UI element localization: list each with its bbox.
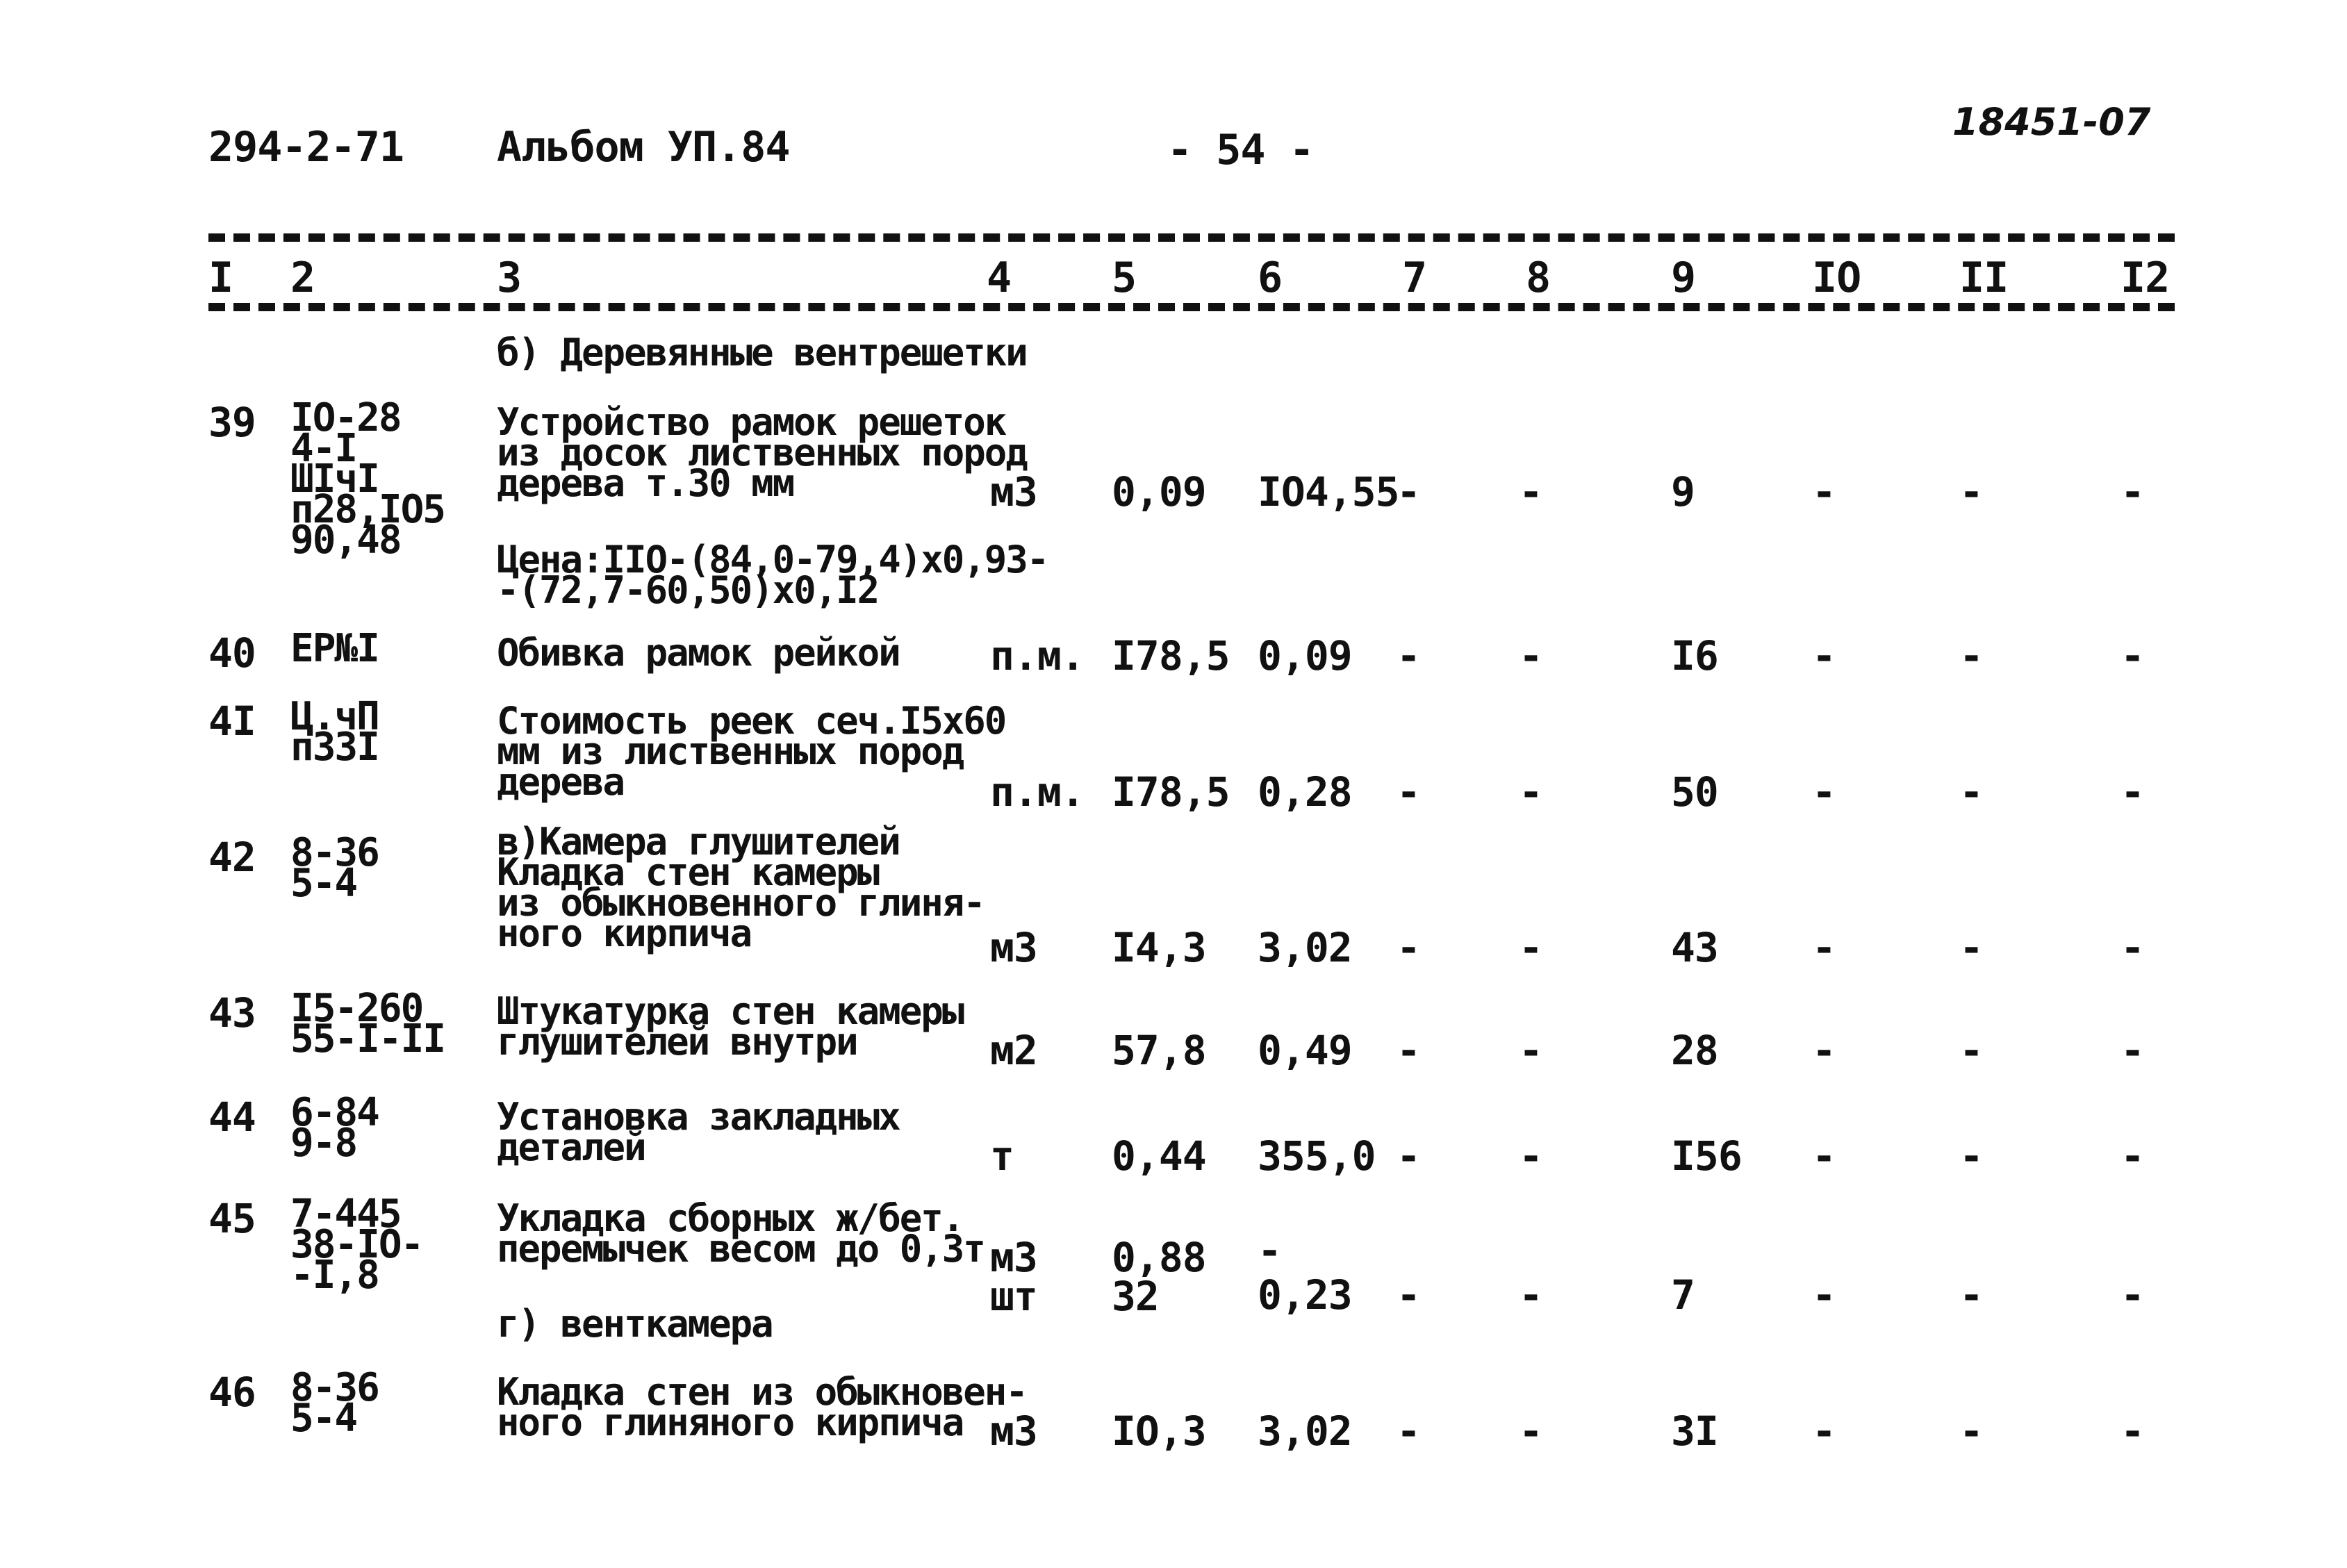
row-45-unit: м3 шт bbox=[990, 1234, 1037, 1320]
row-46-c7: - bbox=[1397, 1408, 1420, 1455]
row-40-c8: - bbox=[1519, 632, 1542, 679]
row-43-c8: - bbox=[1519, 1027, 1542, 1074]
row-46-c12: - bbox=[2120, 1408, 2144, 1455]
row-46-num: 46 bbox=[208, 1369, 256, 1416]
row-41-qty: I78,5 bbox=[1112, 768, 1230, 816]
row-39-c9: 9 bbox=[1671, 468, 1695, 515]
row-43-unit: м2 bbox=[990, 1027, 1037, 1074]
row-40-c10: - bbox=[1812, 632, 1836, 679]
row-40-c6: 0,09 bbox=[1258, 632, 1352, 679]
col-3: 3 bbox=[497, 254, 522, 302]
page-number: - 54 - bbox=[1167, 126, 1314, 174]
row-46-code: 8-36 5-4 bbox=[290, 1365, 379, 1441]
row-42-c10: - bbox=[1812, 924, 1836, 971]
row-43-c12: - bbox=[2120, 1027, 2144, 1074]
row-44-c12: - bbox=[2120, 1132, 2144, 1180]
row-46-c11: - bbox=[1959, 1408, 1983, 1455]
col-7: 7 bbox=[1402, 254, 1427, 302]
row-39-code: IO-28 4-I ШIчI п28,IO5 90,48 bbox=[290, 395, 445, 563]
row-39-num: 39 bbox=[208, 399, 256, 446]
row-39-unit: м3 bbox=[990, 468, 1037, 515]
col-5: 5 bbox=[1112, 254, 1137, 302]
col-12: I2 bbox=[2120, 254, 2170, 302]
row-45-c12: - bbox=[2120, 1271, 2144, 1319]
header-rule-bottom bbox=[208, 303, 2175, 311]
row-46-c6: 3,02 bbox=[1258, 1408, 1352, 1455]
row-41-c6: 0,28 bbox=[1258, 768, 1352, 816]
row-41-c10: - bbox=[1812, 768, 1836, 816]
row-44-code: 6-84 9-8 bbox=[290, 1090, 379, 1166]
row-41-c9: 50 bbox=[1671, 768, 1718, 816]
header-rule-top bbox=[208, 233, 2175, 242]
row-42-code: 8-36 5-4 bbox=[290, 830, 379, 906]
row-42-c12: - bbox=[2120, 924, 2144, 971]
subsection-heading: г) венткамера bbox=[497, 1302, 773, 1346]
row-43-c6: 0,49 bbox=[1258, 1027, 1352, 1074]
row-42-qty: I4,3 bbox=[1112, 924, 1206, 971]
row-40-c7: - bbox=[1397, 632, 1420, 679]
row-39-c7: - bbox=[1397, 468, 1420, 515]
row-43-c9: 28 bbox=[1671, 1027, 1718, 1074]
row-40-desc: Обивка рамок рейкой bbox=[497, 631, 900, 675]
row-44-num: 44 bbox=[208, 1094, 256, 1141]
section-heading: б) Деревянные вентрешетки bbox=[497, 331, 1027, 374]
row-45-code: 7-445 38-IO- -I,8 bbox=[290, 1191, 423, 1298]
row-46-unit: м3 bbox=[990, 1408, 1037, 1455]
row-42-c9: 43 bbox=[1671, 924, 1718, 971]
row-41-c8: - bbox=[1519, 768, 1542, 816]
row-39-c6: IO4,55 bbox=[1258, 468, 1399, 515]
row-42-unit: м3 bbox=[990, 924, 1037, 971]
row-41-c11: - bbox=[1959, 768, 1983, 816]
row-41-num: 4I bbox=[208, 698, 256, 745]
row-42-c11: - bbox=[1959, 924, 1983, 971]
row-41-c12: - bbox=[2120, 768, 2144, 816]
row-42-desc: в)Камера глушителей Кладка стен камеры из обыкновенного глиня- ного кирпича bbox=[497, 820, 985, 955]
row-46-c10: - bbox=[1812, 1408, 1836, 1455]
album-label: Альбом УП.84 bbox=[497, 123, 790, 172]
col-1: I bbox=[208, 254, 233, 302]
col-6: 6 bbox=[1258, 254, 1283, 302]
row-41-unit: п.м. bbox=[990, 768, 1085, 816]
row-44-c7: - bbox=[1397, 1132, 1420, 1180]
row-40-code: ЕР№I bbox=[290, 626, 379, 671]
row-41-code: Ц.чП п33I bbox=[290, 694, 379, 770]
row-45-qty: 0,88 32 bbox=[1112, 1234, 1206, 1320]
row-43-num: 43 bbox=[208, 989, 256, 1037]
row-45-c7: - bbox=[1397, 1271, 1420, 1319]
row-46-c8: - bbox=[1519, 1408, 1542, 1455]
row-42-num: 42 bbox=[208, 834, 256, 881]
row-43-qty: 57,8 bbox=[1112, 1027, 1206, 1074]
row-43-c7: - bbox=[1397, 1027, 1420, 1074]
row-40-c9: I6 bbox=[1671, 632, 1718, 679]
row-39-c12: - bbox=[2120, 468, 2144, 515]
row-41-desc: Стоимость реек сеч.I5x60 мм из лиственных пород дерева bbox=[497, 699, 1006, 804]
row-40-c11: - bbox=[1959, 632, 1983, 679]
row-45-c6a: - bbox=[1258, 1227, 1281, 1274]
row-45-c10: - bbox=[1812, 1271, 1836, 1319]
row-43-c10: - bbox=[1812, 1027, 1836, 1074]
row-45-desc: Укладка сборных ж/бет. перемычек весом до 0,3т bbox=[497, 1196, 985, 1271]
row-45-c9: 7 bbox=[1671, 1271, 1695, 1319]
row-42-c7: - bbox=[1397, 924, 1420, 971]
col-10: IO bbox=[1812, 254, 1861, 302]
row-40-num: 40 bbox=[208, 629, 256, 677]
row-39-qty: 0,09 bbox=[1112, 468, 1206, 515]
row-46-desc: Кладка стен из обыкновен- ного глиняного кирпича bbox=[497, 1370, 1027, 1444]
row-43-desc: Штукатурка стен камеры глушителей внутри bbox=[497, 989, 964, 1064]
row-40-qty: I78,5 bbox=[1112, 632, 1230, 679]
row-45-num: 45 bbox=[208, 1195, 256, 1242]
col-11: II bbox=[1959, 254, 2009, 302]
row-39-desc: Устройство рамок решеток из досок лиственных пород дерева т.30 мм bbox=[497, 400, 1027, 505]
col-4: 4 bbox=[987, 254, 1012, 302]
row-43-c11: - bbox=[1959, 1027, 1983, 1074]
row-44-c8: - bbox=[1519, 1132, 1542, 1180]
row-44-c11: - bbox=[1959, 1132, 1983, 1180]
row-40-unit: п.м. bbox=[990, 632, 1085, 679]
row-44-c9: I56 bbox=[1671, 1132, 1742, 1180]
row-46-qty: IO,3 bbox=[1112, 1408, 1206, 1455]
row-44-unit: т bbox=[990, 1132, 1014, 1180]
row-39-price-note: Цена:IIO-(84,0-79,4)x0,93- -(72,7-60,50)x0,I2 bbox=[497, 538, 1048, 612]
row-44-c10: - bbox=[1812, 1132, 1836, 1180]
row-42-c6: 3,02 bbox=[1258, 924, 1352, 971]
row-45-c11: - bbox=[1959, 1271, 1983, 1319]
row-43-code: I5-260 55-I-II bbox=[290, 986, 445, 1062]
row-39-c10: - bbox=[1812, 468, 1836, 515]
row-42-c8: - bbox=[1519, 924, 1542, 971]
row-39-c11: - bbox=[1959, 468, 1983, 515]
row-40-c12: - bbox=[2120, 632, 2144, 679]
row-39-c8: - bbox=[1519, 468, 1542, 515]
row-41-c7: - bbox=[1397, 768, 1420, 816]
col-8: 8 bbox=[1526, 254, 1551, 302]
col-9: 9 bbox=[1671, 254, 1696, 302]
row-44-desc: Установка закладных деталей bbox=[497, 1095, 900, 1169]
row-45-c8: - bbox=[1519, 1271, 1542, 1319]
row-46-c9: 3I bbox=[1671, 1408, 1718, 1455]
row-44-c6: 355,0 bbox=[1258, 1132, 1376, 1180]
row-45-c6: 0,23 bbox=[1258, 1271, 1352, 1319]
doc-code: 294-2-71 bbox=[208, 123, 404, 172]
row-44-qty: 0,44 bbox=[1112, 1132, 1206, 1180]
archive-stamp: 18451-07 bbox=[1952, 100, 2151, 144]
col-2: 2 bbox=[290, 254, 315, 302]
